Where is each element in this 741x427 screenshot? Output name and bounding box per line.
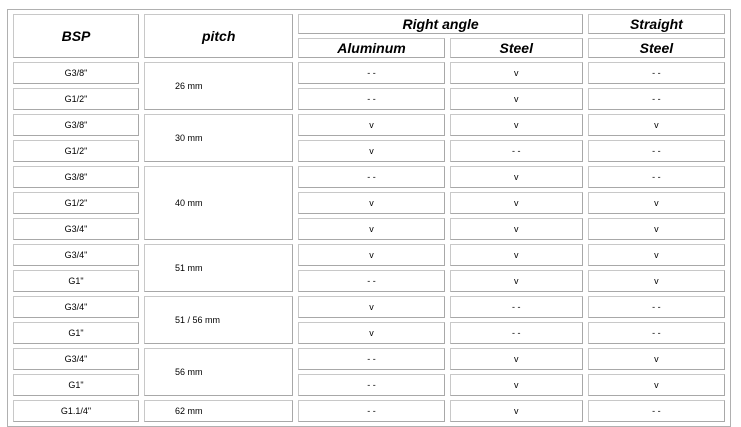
steel-right-angle-cell: v xyxy=(450,374,583,396)
steel-right-angle-cell: v xyxy=(450,270,583,292)
steel-straight-cell: v xyxy=(588,192,725,214)
steel-right-angle-cell: v xyxy=(450,62,583,84)
table-row xyxy=(13,88,725,110)
steel-straight-cell: - - xyxy=(588,140,725,162)
bsp-cell: G3/4" xyxy=(13,348,139,370)
aluminum-cell: v xyxy=(298,192,444,214)
steel-straight-cell: v xyxy=(588,270,725,292)
bsp-cell: G1/2" xyxy=(13,140,139,162)
table-row xyxy=(13,140,725,162)
steel-straight-cell: v xyxy=(588,374,725,396)
aluminum-cell: v xyxy=(298,296,444,318)
header-right-angle: Right angle xyxy=(298,14,582,34)
steel-straight-cell: - - xyxy=(588,296,725,318)
steel-right-angle-cell: v xyxy=(450,192,583,214)
table-row xyxy=(13,62,725,84)
steel-right-angle-cell: v xyxy=(450,166,583,188)
steel-straight-cell: v xyxy=(588,348,725,370)
steel-straight-cell: - - xyxy=(588,322,725,344)
aluminum-cell: - - xyxy=(298,348,444,370)
aluminum-cell: v xyxy=(298,218,444,240)
pitch-cell: 51 / 56 mm xyxy=(144,296,293,344)
bsp-cell: G3/4" xyxy=(13,296,139,318)
bsp-cell: G1/2" xyxy=(13,192,139,214)
header-bsp: BSP xyxy=(13,14,139,58)
table-row xyxy=(13,166,725,188)
steel-right-angle-cell: - - xyxy=(450,322,583,344)
steel-right-angle-cell: - - xyxy=(450,296,583,318)
steel-straight-cell: - - xyxy=(588,62,725,84)
steel-straight-cell: v xyxy=(588,218,725,240)
steel-straight-cell: - - xyxy=(588,88,725,110)
pitch-cell: 30 mm xyxy=(144,114,293,162)
bsp-cell: G3/8" xyxy=(13,62,139,84)
aluminum-cell: v xyxy=(298,140,444,162)
aluminum-cell: - - xyxy=(298,400,444,422)
aluminum-cell: - - xyxy=(298,62,444,84)
steel-right-angle-cell: v xyxy=(450,400,583,422)
table-row xyxy=(13,374,725,396)
table-row xyxy=(13,348,725,370)
bsp-cell: G1" xyxy=(13,322,139,344)
table-row xyxy=(13,192,725,214)
bsp-cell: G3/8" xyxy=(13,166,139,188)
steel-straight-cell: - - xyxy=(588,166,725,188)
bsp-cell: G3/8" xyxy=(13,114,139,136)
aluminum-cell: v xyxy=(298,322,444,344)
aluminum-cell: v xyxy=(298,244,444,266)
aluminum-cell: - - xyxy=(298,88,444,110)
pitch-cell: 51 mm xyxy=(144,244,293,292)
aluminum-cell: - - xyxy=(298,270,444,292)
steel-right-angle-cell: v xyxy=(450,88,583,110)
table-row xyxy=(13,218,725,240)
pitch-cell: 40 mm xyxy=(144,166,293,240)
table-row xyxy=(13,400,725,422)
header-steel-right-angle: Steel xyxy=(450,38,583,58)
bsp-cell: G1" xyxy=(13,374,139,396)
aluminum-cell: - - xyxy=(298,374,444,396)
pitch-cell: 56 mm xyxy=(144,348,293,396)
table-row xyxy=(13,270,725,292)
steel-right-angle-cell: v xyxy=(450,348,583,370)
header-pitch: pitch xyxy=(144,14,293,58)
steel-right-angle-cell: v xyxy=(450,218,583,240)
aluminum-cell: v xyxy=(298,114,444,136)
steel-straight-cell: v xyxy=(588,114,725,136)
pitch-cell: 26 mm xyxy=(144,62,293,110)
header-straight: Straight xyxy=(588,14,725,34)
steel-right-angle-cell: v xyxy=(450,114,583,136)
table-row xyxy=(13,114,725,136)
steel-straight-cell: - - xyxy=(588,400,725,422)
steel-right-angle-cell: v xyxy=(450,244,583,266)
header-aluminum: Aluminum xyxy=(298,38,444,58)
bsp-cell: G3/4" xyxy=(13,244,139,266)
bsp-cell: G1" xyxy=(13,270,139,292)
steel-right-angle-cell: - - xyxy=(450,140,583,162)
pitch-cell: 62 mm xyxy=(144,400,293,422)
bsp-cell: G3/4" xyxy=(13,218,139,240)
bsp-pitch-table xyxy=(7,9,731,427)
table-row xyxy=(13,322,725,344)
aluminum-cell: - - xyxy=(298,166,444,188)
steel-straight-cell: v xyxy=(588,244,725,266)
table-row xyxy=(13,244,725,266)
table-row xyxy=(13,296,725,318)
bsp-cell: G1.1/4" xyxy=(13,400,139,422)
bsp-cell: G1/2" xyxy=(13,88,139,110)
header-steel-straight: Steel xyxy=(588,38,725,58)
